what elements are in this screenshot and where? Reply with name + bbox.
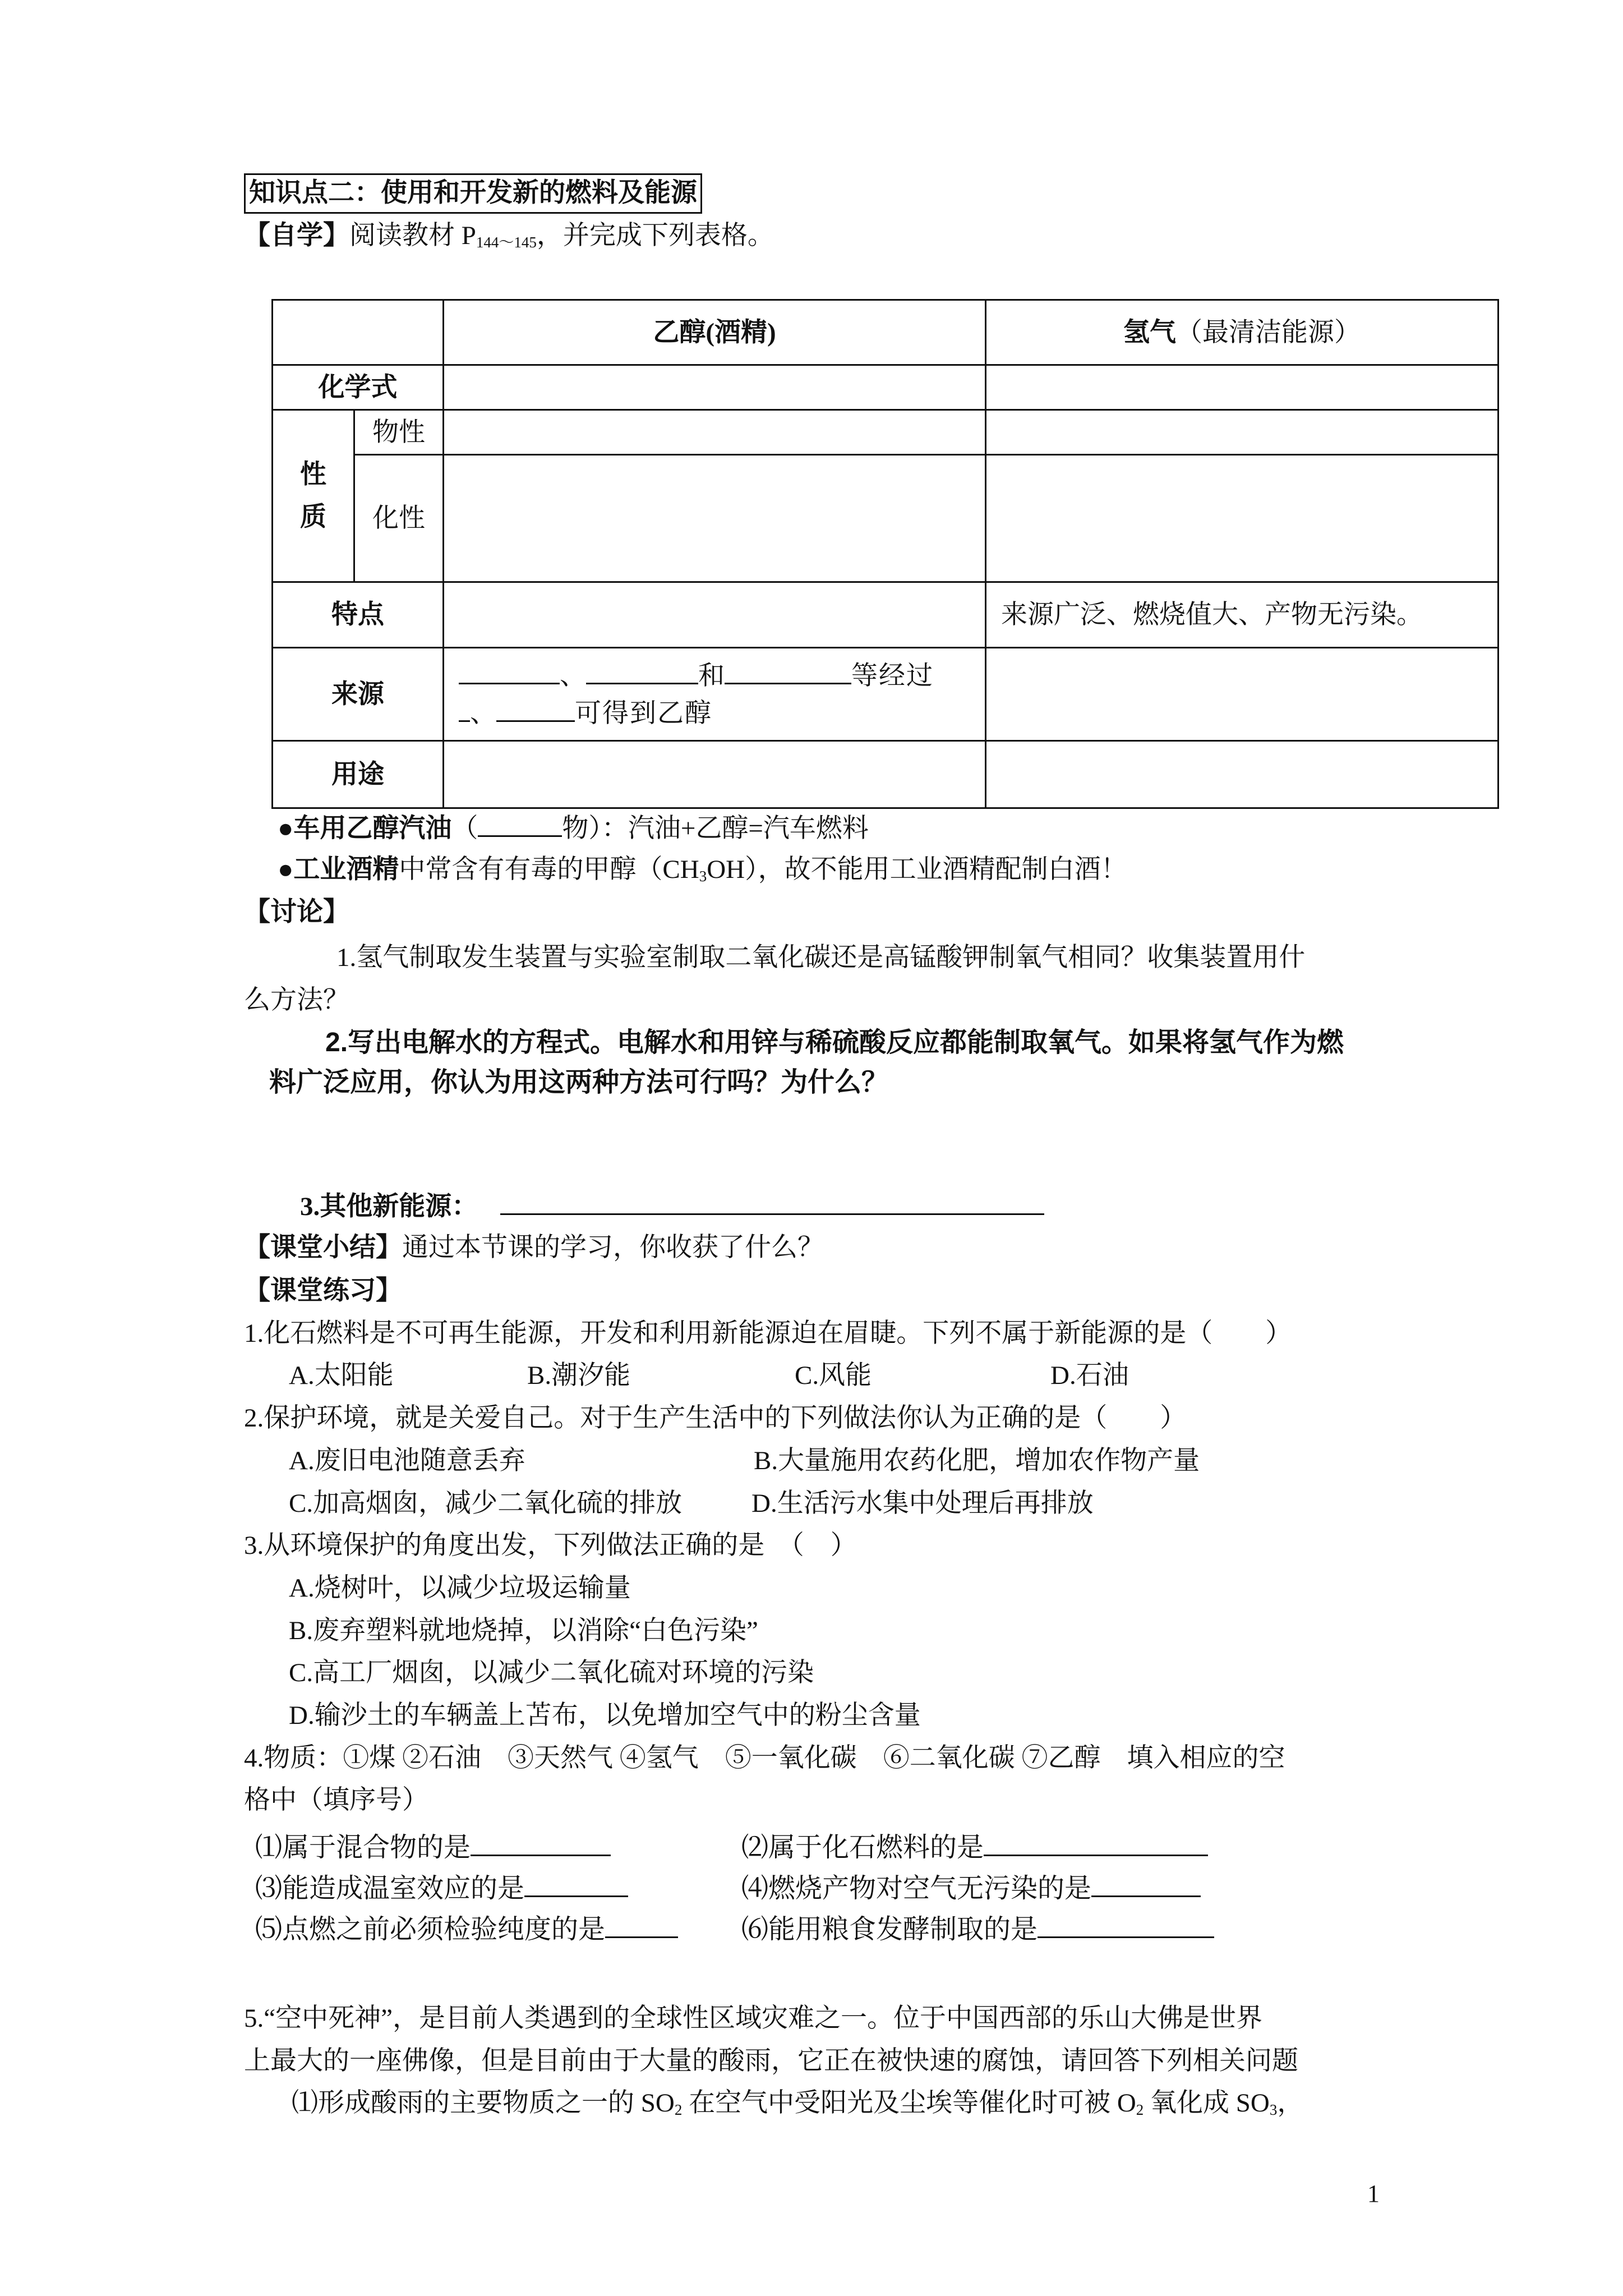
practice-q5-sub1 xyxy=(292,2086,1303,2120)
q3-option-a[interactable]: A.烧树叶，以减少垃圾运输量 xyxy=(289,1573,631,1603)
q4-item-3-label: ⑶能造成温室效应的是 xyxy=(255,1874,525,1903)
source-blank-2[interactable] xyxy=(586,657,698,684)
table-row-source xyxy=(273,648,1498,741)
source-blank-5[interactable] xyxy=(496,694,575,722)
q4-item-2-blank[interactable] xyxy=(984,1829,1208,1856)
fuel-comparison-table xyxy=(271,299,1499,809)
cell-ethanol-physical[interactable] xyxy=(444,410,986,455)
cell-ethanol-use[interactable] xyxy=(444,741,986,808)
row-label-use: 用途 xyxy=(273,741,444,808)
q4-item-4 xyxy=(741,1870,1201,1906)
row-label-source: 来源 xyxy=(273,648,444,741)
q3-option-b[interactable]: B.废弃塑料就地烧掉，以消除“白色污染” xyxy=(289,1616,758,1645)
source-comma-1: 、 xyxy=(560,661,586,691)
cell-hydrogen-use[interactable] xyxy=(986,741,1498,808)
row-label-feature: 特点 xyxy=(273,582,444,648)
q1-option-d[interactable]: D.石油 xyxy=(1050,1361,1129,1390)
row-label-property-group xyxy=(273,410,354,582)
header-hydrogen-label: 氢气 xyxy=(1123,318,1176,347)
q3-option-d[interactable]: D.输沙土的车辆盖上苫布，以免增加空气中的粉尘含量 xyxy=(289,1701,921,1730)
table-row-physical xyxy=(273,410,1498,455)
discussion-q2-line2: 料广泛应用，你认为用这两种方法可行吗？为什么？ xyxy=(269,1068,889,1097)
q2-option-d[interactable]: D.生活污水集中处理后再排放 xyxy=(751,1489,1094,1518)
practice-q4-line2: 格中（填序号） xyxy=(244,1786,428,1815)
cell-hydrogen-chemical[interactable] xyxy=(986,455,1498,582)
cell-hydrogen-formula[interactable] xyxy=(986,365,1498,410)
table-row-feature xyxy=(273,582,1498,648)
q4-item-2 xyxy=(741,1829,1208,1865)
q5-sub1-b: 在空气中受阳光及尘埃等催化时可被 O xyxy=(682,2088,1136,2118)
q4-item-3 xyxy=(255,1870,628,1906)
table-row-use xyxy=(273,741,1498,808)
gasohol-note xyxy=(278,809,869,845)
q4-item-1-label: ⑴属于混合物的是 xyxy=(255,1833,471,1862)
practice-q2: 2.保护环境，就是关爱自己。对于生产生活中的下列做法你认为正确的是（ ） xyxy=(244,1404,1187,1433)
discussion-q2-line1: 2.写出电解水的方程式。电解水和用锌与稀硫酸反应都能制取氧气。如果将氢气作为燃 xyxy=(325,1028,1344,1057)
q5-sub1-s2: 2 xyxy=(1136,2101,1144,2118)
cell-hydrogen-physical[interactable] xyxy=(986,410,1498,455)
q4-item-5 xyxy=(255,1911,678,1947)
q5-sub1-s1: 2 xyxy=(674,2101,683,2118)
header-hydrogen xyxy=(986,300,1498,365)
practice-q4-line1: 4.物质：①煤 ②石油 ③天然气 ④氢气 ⑤一氧化碳 ⑥二氧化碳 ⑦乙醇 填入相应的空 xyxy=(244,1743,1285,1773)
q4-item-5-label: ⑸点燃之前必须检验纯度的是 xyxy=(255,1915,606,1944)
q4-item-5-blank[interactable] xyxy=(605,1911,678,1938)
q1-option-b[interactable]: B.潮汐能 xyxy=(527,1361,631,1390)
q4-item-6-blank[interactable] xyxy=(1038,1911,1214,1938)
q4-item-4-label: ⑷燃烧产物对空气无污染的是 xyxy=(741,1874,1092,1903)
q2-option-a[interactable]: A.废旧电池随意丢弃 xyxy=(289,1446,525,1475)
source-blank-4[interactable] xyxy=(459,694,470,722)
industrial-label: 工业酒精 xyxy=(293,855,399,884)
other-energy-line xyxy=(300,1188,1044,1223)
q2-option-b[interactable]: B.大量施用农药化肥，增加农作物产量 xyxy=(754,1446,1200,1475)
table-row-formula xyxy=(273,365,1498,410)
bullet-2: ● xyxy=(278,855,294,884)
other-energy-label: 3.其他新能源： xyxy=(300,1192,478,1221)
self-study-line xyxy=(244,219,774,252)
self-study-tag: 【自学】 xyxy=(244,221,349,250)
cell-ethanol-source xyxy=(444,648,986,741)
q5-sub1-a: ⑴形成酸雨的主要物质之一的 SO xyxy=(292,2088,675,2118)
self-study-text-a: 阅读教材 P xyxy=(349,221,476,250)
cell-hydrogen-feature: 来源广泛、燃烧值大、产物无污染。 xyxy=(986,582,1498,648)
industrial-text-b: OH），故不能用工业酒精配制白酒！ xyxy=(707,855,1127,884)
practice-q5-line1: 5.“空中死神”，是目前人类遇到的全球性区域灾难之一。位于中国西部的乐山大佛是世界 xyxy=(244,2004,1262,2033)
practice-q5-line2: 上最大的一座佛像，但是目前由于大量的酸雨，它正在被快速的腐蚀，请回答下列相关问题 xyxy=(244,2046,1298,2076)
ethanol-source-line-2 xyxy=(459,694,970,732)
self-study-text-b: ，并完成下列表格。 xyxy=(536,221,774,250)
row-label-chemical: 化性 xyxy=(354,455,444,582)
source-comma-2: 、 xyxy=(470,698,496,728)
q4-item-2-label: ⑵属于化石燃料的是 xyxy=(741,1833,984,1862)
q3-option-c[interactable]: C.高工厂烟囱，以减少二氧化硫对环境的污染 xyxy=(289,1658,814,1687)
q5-sub1-c: 氧化成 SO xyxy=(1144,2088,1270,2118)
cell-ethanol-chemical[interactable] xyxy=(444,455,986,582)
source-blank-1[interactable] xyxy=(459,657,560,684)
gasohol-suffix: 物）：汽油+乙醇=汽车燃料 xyxy=(562,814,869,843)
q4-item-6 xyxy=(741,1911,1214,1947)
cell-hydrogen-source[interactable] xyxy=(986,648,1498,741)
source-end: 可得到乙醇 xyxy=(575,698,712,728)
source-blank-3[interactable] xyxy=(725,657,851,684)
q1-option-a[interactable]: A.太阳能 xyxy=(289,1361,394,1390)
practice-tag: 【课堂练习】 xyxy=(244,1276,402,1305)
gasohol-open: （ xyxy=(451,814,478,843)
q1-option-c[interactable]: C.风能 xyxy=(795,1361,872,1390)
industrial-sub: 3 xyxy=(699,868,707,885)
discussion-q1-line2: 么方法？ xyxy=(244,986,349,1015)
summary-line xyxy=(244,1231,824,1264)
bullet-1: ● xyxy=(278,814,294,843)
discussion-q1-line1: 1.氢气制取发生装置与实验室制取二氧化碳还是高锰酸钾制氧气相同？收集装置用什 xyxy=(336,943,1306,972)
q5-sub1-d: ， xyxy=(1277,2088,1304,2118)
q4-item-1-blank[interactable] xyxy=(471,1829,611,1856)
table-header-row xyxy=(273,300,1498,365)
source-and: 和 xyxy=(698,661,725,691)
table-row-chemical xyxy=(273,455,1498,582)
cell-ethanol-feature[interactable] xyxy=(444,582,986,648)
q4-item-4-blank[interactable] xyxy=(1091,1870,1201,1897)
industrial-text-a: 中常含有有毒的甲醇（CH xyxy=(399,855,699,884)
self-study-pages: 144～145 xyxy=(476,234,537,251)
q2-option-c[interactable]: C.加高烟囱，减少二氧化硫的排放 xyxy=(289,1489,683,1518)
practice-q1: 1.化石燃料是不可再生能源，开发和利用新能源迫在眉睫。下列不属于新能源的是（ ） xyxy=(244,1319,1292,1348)
header-hydrogen-note: （最清洁能源） xyxy=(1176,318,1361,347)
ethanol-source-line-1 xyxy=(459,657,970,694)
property-group-label: 性质 xyxy=(300,460,326,532)
industrial-alcohol-note xyxy=(278,853,1127,886)
q5-sub1-s3: 3 xyxy=(1269,2101,1278,2118)
row-label-physical: 物性 xyxy=(354,410,444,455)
q4-item-1 xyxy=(255,1829,611,1865)
page-number: 1 xyxy=(1367,2180,1380,2207)
gasohol-label: 车用乙醇汽油 xyxy=(293,814,452,843)
summary-text: 通过本节课的学习，你收获了什么？ xyxy=(402,1233,824,1262)
summary-tag: 【课堂小结】 xyxy=(244,1233,402,1262)
other-energy-blank[interactable] xyxy=(500,1188,1044,1215)
q4-item-3-blank[interactable] xyxy=(524,1870,628,1897)
q4-item-6-label: ⑹能用粮食发酵制取的是 xyxy=(741,1915,1038,1944)
gasohol-blank[interactable] xyxy=(478,809,562,837)
section-title: 知识点二：使用和开发新的燃料及能源 xyxy=(244,173,702,214)
practice-q3: 3.从环境保护的角度出发，下列做法正确的是 （ ） xyxy=(244,1531,857,1560)
cell-ethanol-formula[interactable] xyxy=(444,365,986,410)
header-ethanol: 乙醇(酒精) xyxy=(444,300,986,365)
header-corner-cell xyxy=(273,300,444,365)
row-label-formula: 化学式 xyxy=(273,365,444,410)
discussion-tag: 【讨论】 xyxy=(244,898,349,927)
source-pass: 等经过 xyxy=(851,661,934,691)
